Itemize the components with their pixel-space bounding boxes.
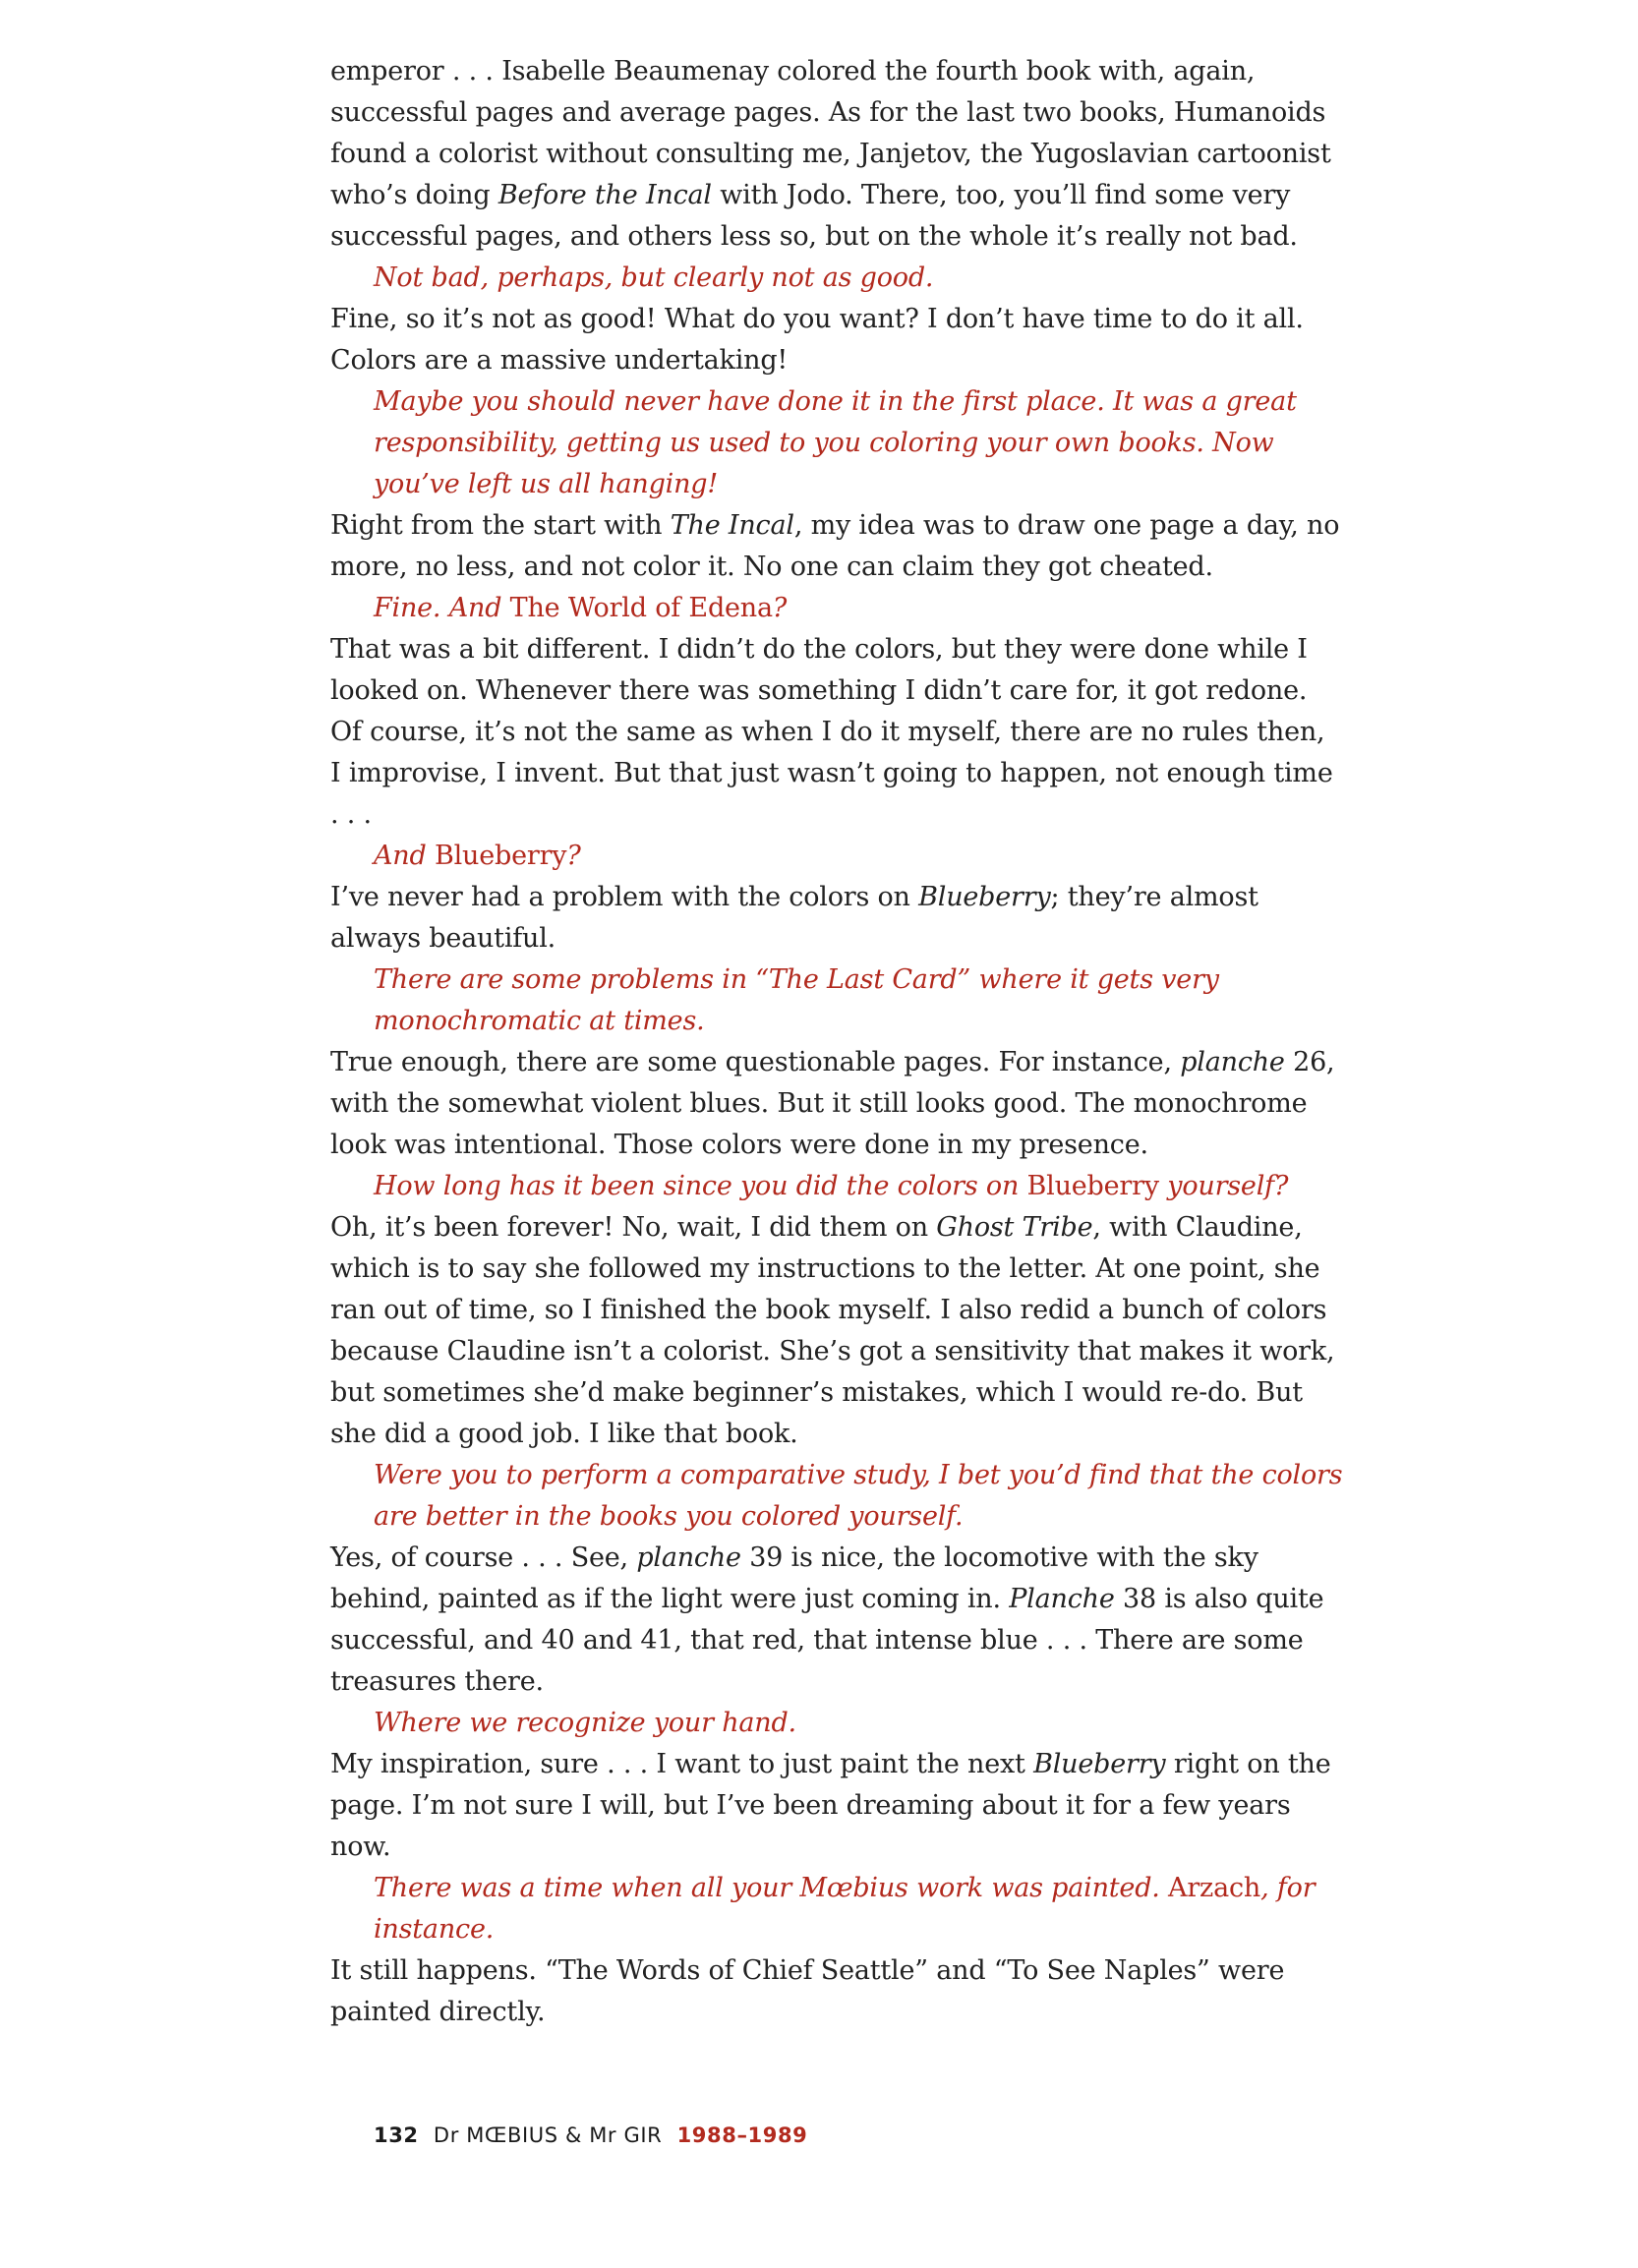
interviewer-question (330, 381, 1343, 505)
interviewer-question (330, 836, 1343, 877)
title-reference: planche (636, 1542, 741, 1573)
text-run: 26, with the somewhat violent blues. But it still looks good. The monochrome look was intentional. Those colors were done in my presence. (330, 1047, 1335, 1160)
title-reference: Blueberry (918, 882, 1051, 912)
text-run: emperor . . . Isabelle Beaumenay colored the fourth book with, again, successful pages and average pages. As for the last two books, Humanoids found a colorist without consulting me, Janjetov, the Yugoslavian cartoonist who’s doing (330, 56, 1331, 210)
interviewee-answer (330, 1538, 1343, 1703)
interviewer-question (330, 960, 1343, 1042)
title-reference: Arzach (1168, 1873, 1261, 1903)
text-run: Right from the start with (330, 510, 671, 541)
text-run: Where we recognize your hand. (374, 1708, 796, 1738)
title-reference: Before the Incal (497, 180, 712, 210)
text-run: Not bad, perhaps, but clearly not as good. (374, 262, 934, 293)
interviewer-question (330, 1703, 1343, 1744)
text-run: ? (566, 841, 581, 871)
interviewee-answer (330, 877, 1343, 960)
interviewee-answer (330, 299, 1343, 381)
text-run: Were you to perform a comparative study, I bet you’d find that the colors are better in the books you colored yourself. (374, 1460, 1343, 1532)
interviewee-answer (330, 1207, 1343, 1455)
interviewee-answer (330, 1042, 1343, 1166)
text-run: 38 is also quite successful, and 40 and 41, that red, that intense blue . . . There are some treasures there. (330, 1584, 1324, 1697)
text-run: 39 is nice, the locomotive with the sky behind, painted as if the light were just coming in. (330, 1542, 1258, 1614)
text-run: It still happens. “The Words of Chief Seattle” and “To See Naples” were painted directly. (330, 1955, 1285, 2027)
text-run: yourself? (1158, 1171, 1289, 1201)
title-reference: planche (1180, 1047, 1285, 1077)
interviewer-question (330, 1166, 1343, 1207)
text-run: I’ve never had a problem with the colors on (330, 882, 919, 912)
interviewer-question (330, 258, 1343, 299)
text-run: , with Claudine, which is to say she followed my instructions to the letter. At one point, she ran out of time, so I finished the book myself. I also redid a bunch of colors because Claudine isn’t a colorist. She’s got a sensitivity that makes it work, but sometimes she’d make beginner’s mistakes, which I would re-do. But she did a good job. I like that book. (330, 1212, 1335, 1449)
text-run: There was a time when all your Mœbius work was painted. (374, 1873, 1169, 1903)
text-run: right on the page. I’m not sure I will, but I’ve been dreaming about it for a few years now. (330, 1749, 1331, 1862)
text-run: Oh, it’s been forever! No, wait, I did them on (330, 1212, 937, 1243)
interviewer-question (330, 588, 1343, 629)
article-body (330, 51, 1343, 2033)
interviewee-answer (330, 1744, 1343, 1868)
interviewer-question (330, 1868, 1343, 1950)
text-run: Yes, of course . . . See, (330, 1542, 637, 1573)
book-title: Dr MŒBIUS & Mr GIR (433, 2123, 663, 2147)
year-range: 1988–1989 (676, 2123, 808, 2147)
text-run: My inspiration, sure . . . I want to just paint the next (330, 1749, 1034, 1779)
title-reference: Ghost Tribe (936, 1212, 1093, 1243)
title-reference: Blueberry (1026, 1171, 1159, 1201)
page-footer (374, 2123, 807, 2147)
text-run: ? (772, 593, 788, 623)
interviewee-answer (330, 629, 1343, 836)
interviewer-question (330, 1455, 1343, 1538)
interviewee-answer (330, 505, 1343, 588)
title-reference: Blueberry (1033, 1749, 1166, 1779)
title-reference: The Incal (670, 510, 794, 541)
text-run: There are some problems in “The Last Card” where it gets very monochromatic at times. (374, 964, 1219, 1036)
text-run: ; they’re almost always beautiful. (330, 882, 1258, 954)
text-run: How long has it been since you did the colors on (374, 1171, 1027, 1201)
title-reference: Blueberry (434, 841, 567, 871)
interviewee-answer (330, 1950, 1343, 2033)
text-run: with Jodo. There, too, you’ll find some very successful pages, and others less so, but on the whole it’s really not bad. (330, 180, 1298, 252)
text-run: Maybe you should never have done it in the first place. It was a great responsibility, getting us used to you coloring your own books. Now you’ve left us all hanging! (374, 386, 1297, 499)
text-run: True enough, there are some questionable pages. For instance, (330, 1047, 1181, 1077)
text-run: And (374, 841, 435, 871)
text-run: That was a bit different. I didn’t do the colors, but they were done while I looked on. Whenever there was something I didn’t care for, it got redone. Of course, it’s not the same as when I do it myself, there are no rules then, I improvise, I invent. But that just wasn’t going to happen, not enough time . . . (330, 634, 1333, 830)
text-run: Fine, so it’s not as good! What do you want? I don’t have time to do it all. Colors are a massive undertaking! (330, 304, 1304, 376)
text-run: , my idea was to draw one page a day, no more, no less, and not color it. No one can claim they got cheated. (330, 510, 1340, 582)
text-run: Fine. And (374, 593, 510, 623)
page-number: 132 (374, 2123, 419, 2147)
interviewee-answer (330, 51, 1343, 258)
text-run: , for instance. (374, 1873, 1316, 1945)
title-reference: Planche (1009, 1584, 1115, 1614)
title-reference: The World of Edena (509, 593, 773, 623)
